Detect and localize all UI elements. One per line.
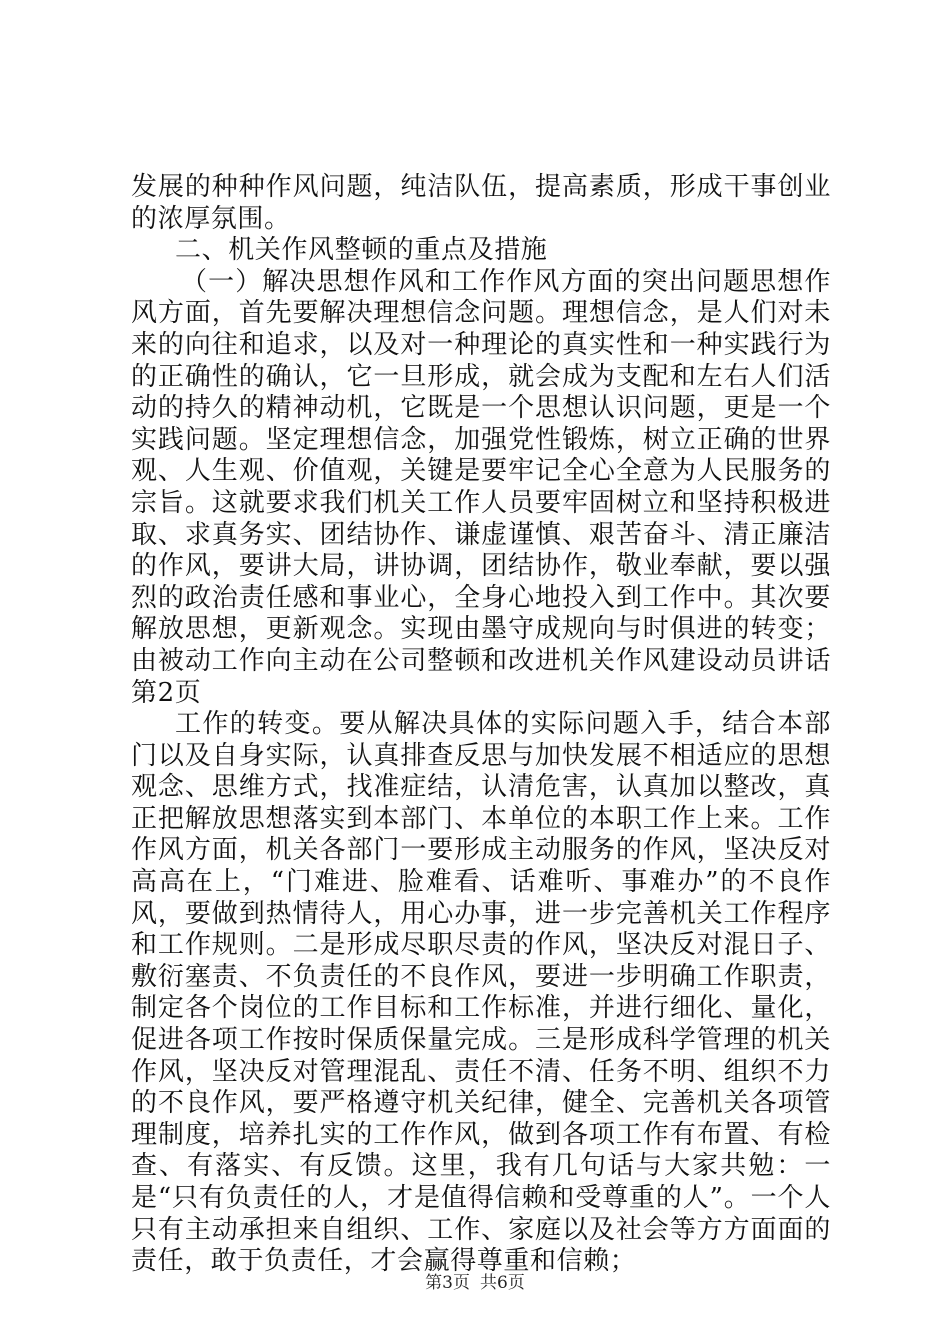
paragraph-thought-style: （一）解决思想作风和工作作风方面的突出问题思想作风方面，首先要解决理想信念问题。理想信念，是人们对未来的向往和追求，以及对一种理论的真实性和一种实践行为的正确性的确认，它一旦形成，就会成为支配和左右人们活动的持久的精神动机，它既是一个思想认识问题，更是一个实践问题。坚定理想信念，加强党性锻炼，树立正确的世界观、人生观、价值观，关键是要牢记全心全意为人民服务的宗旨。这就要求我们机关工作人员要牢固树立和坚持积极进取、求真务实、团结协作、谦虚谨慎、艰苦奋斗、清正廉洁的作风，要讲大局，讲协调，团结协作，敬业奉献，要以强烈的政治责任感和事业心，全身心地投入到工作中。其次要解放思想，更新观念。实现由墨守成规向与时俱进的转变；由被动工作向主动在公司整顿和改进机关作风建设动员讲话第2页 [131,266,831,708]
paragraph-work-style: 工作的转变。要从解决具体的实际问题入手，结合本部门以及自身实际，认真排查反思与加快发展不相适应的思想观念、思维方式，找准症结，认清危害，认真加以整改，真正把解放思想落实到本部门、本单位的本职工作上来。工作作风方面，机关各部门一要形成主动服务的作风，坚决反对高高在上，“门难进、脸难看、话难听、事难办”的不良作风，要做到热情待人，用心办事，进一步完善机关工作程序和工作规则。二是形成尽职尽责的作风，坚决反对混日子、敷衍塞责、不负责任的不良作风，要进一步明确工作职责，制定各个岗位的工作目标和工作标准，并进行细化、量化，促进各项工作按时保质保量完成。三是形成科学管理的机关作风，坚决反对管理混乱、责任不清、任务不明、组织不力的不良作风，要严格遵守机关纪律，健全、完善机关各项管理制度，培养扎实的工作作风，做到各项工作有布置、有检查、有落实、有反馈。这里，我有几句话与大家共勉：一是“只有负责任的人，才是值得信赖和受尊重的人”。一个人只有主动承担来自组织、工作、家庭以及社会等方方面面的责任，敢于负责任，才会赢得尊重和信赖； [131,709,831,1277]
section-heading: 二、机关作风整顿的重点及措施 [175,235,548,266]
page-footer [0,1268,950,1293]
paragraph-continuation: 发展的种种作风问题，纯洁队伍，提高素质，形成干事创业的浓厚氛围。 [131,172,831,234]
document-body [131,172,831,1278]
page-number: 第3页 [425,1273,470,1293]
page-total: 共6页 [480,1273,525,1293]
